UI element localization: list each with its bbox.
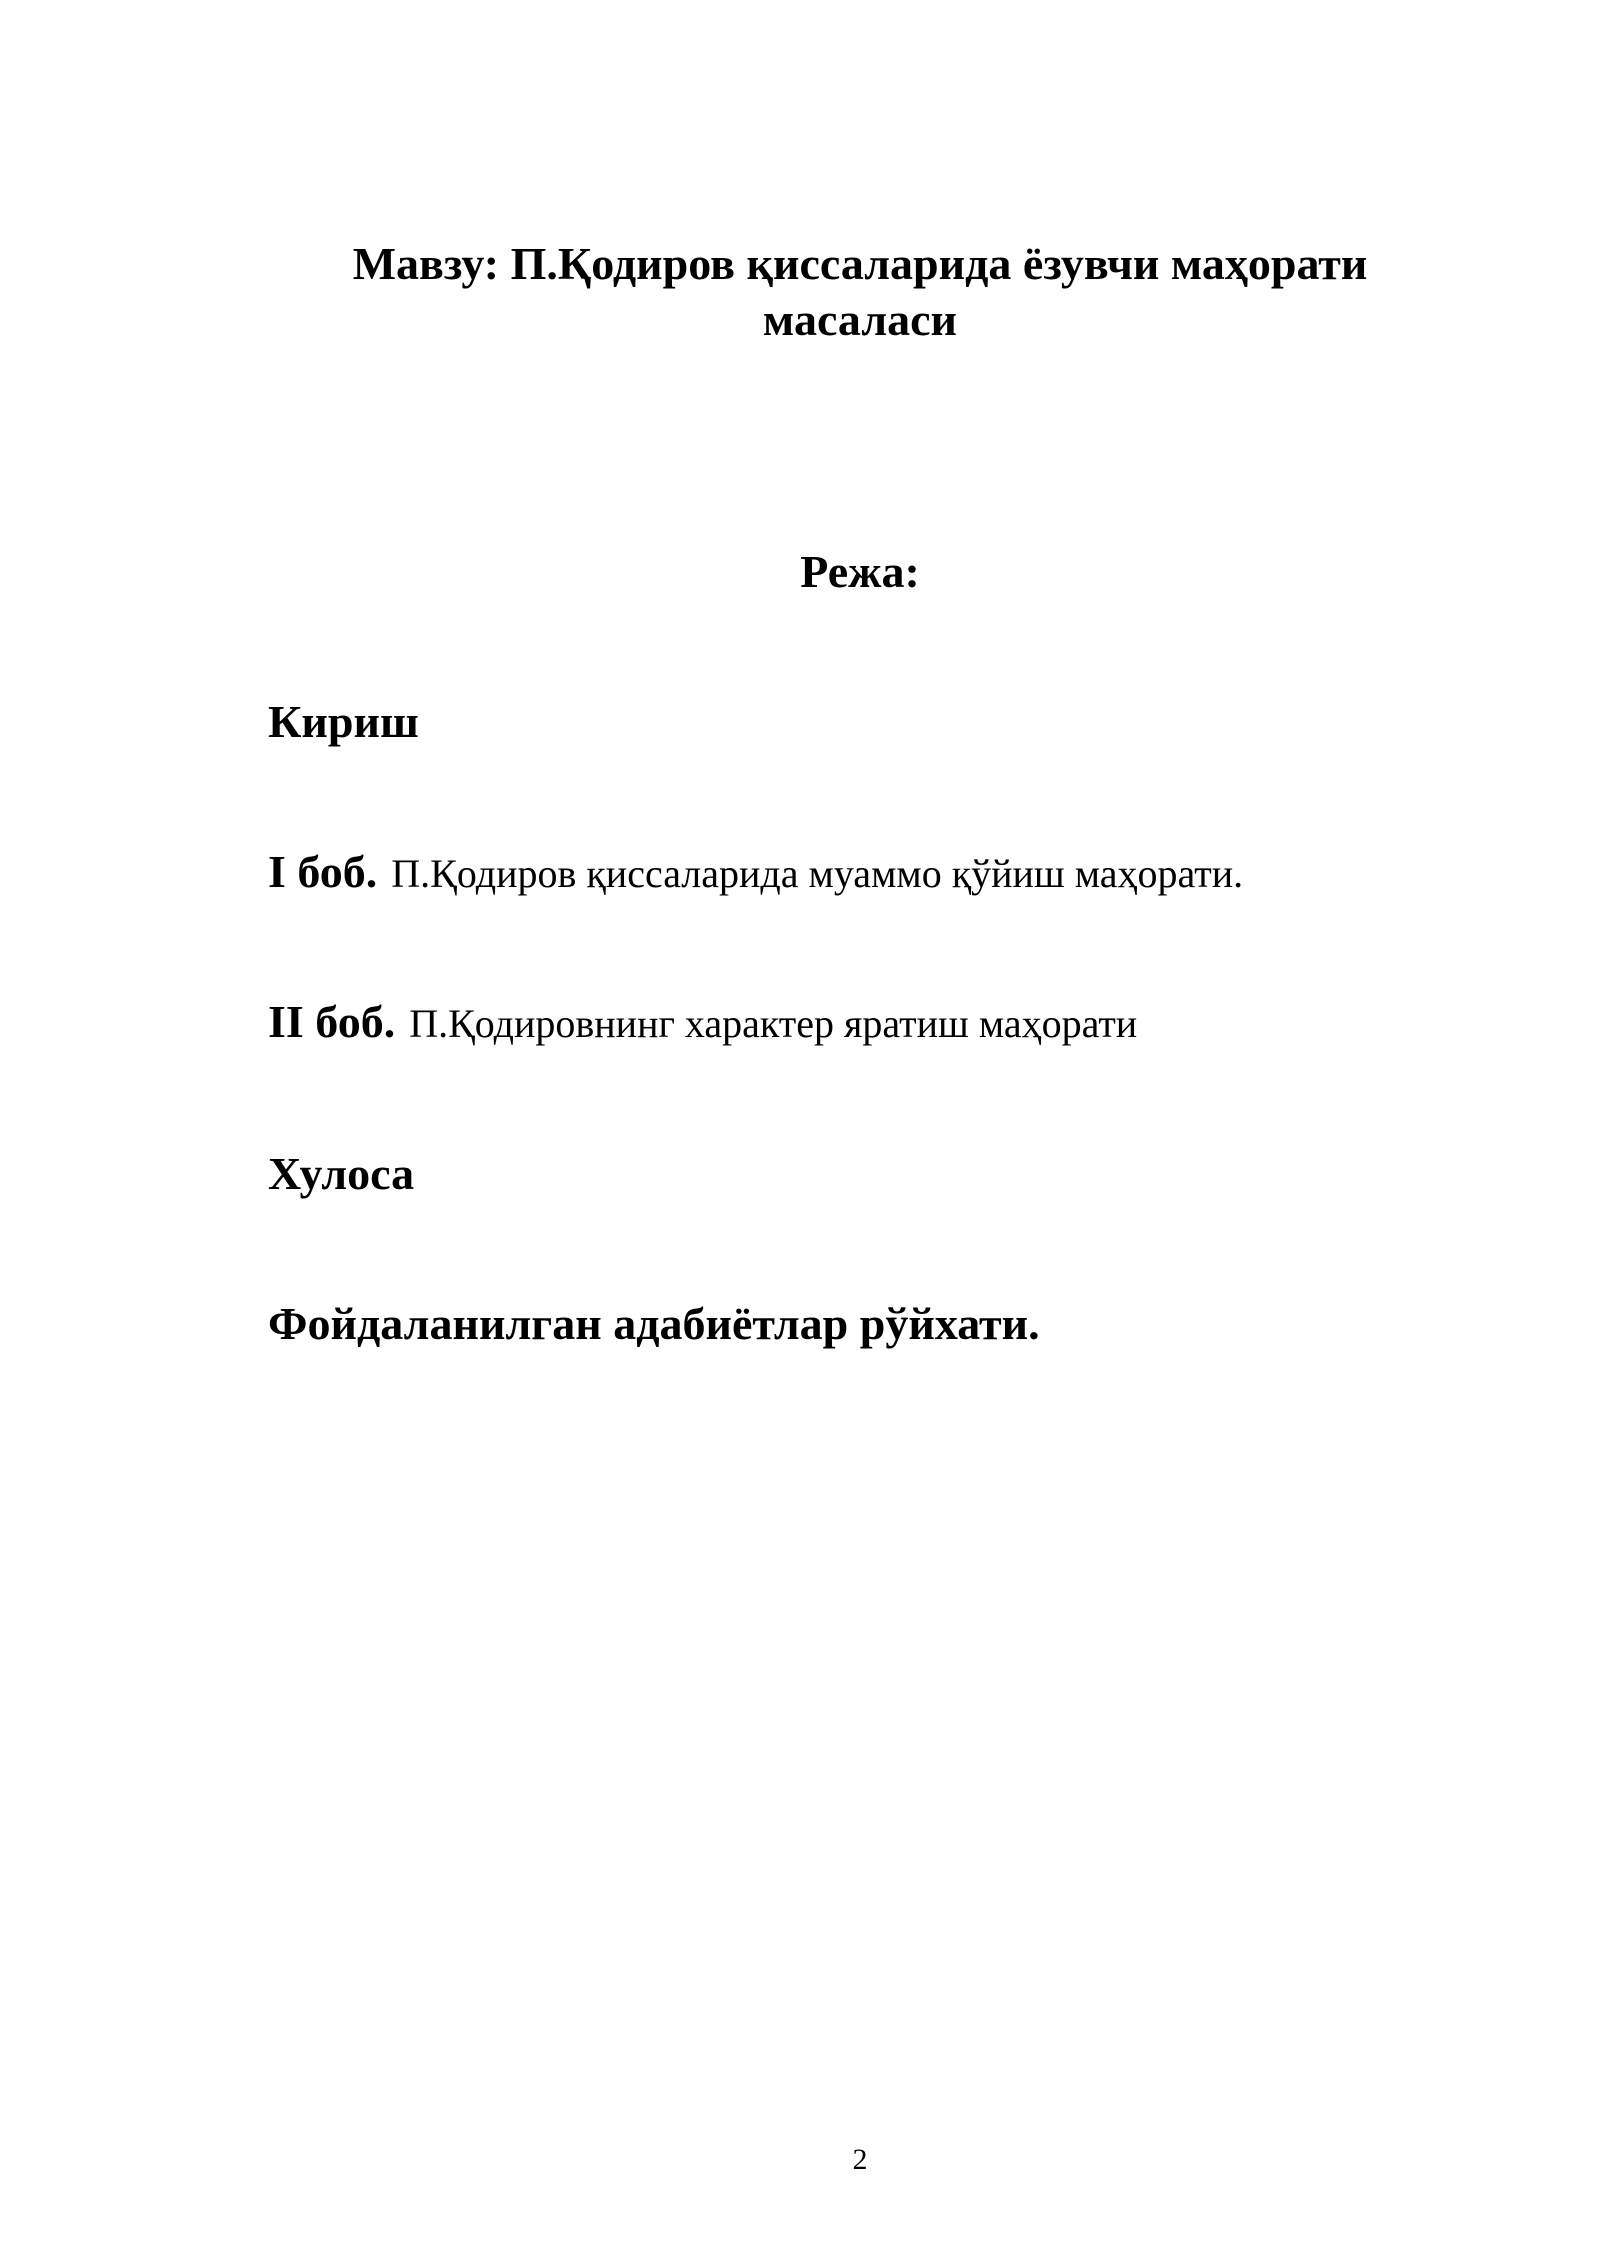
toc-item-intro: Кириш: [268, 696, 419, 747]
chapter-1-title: П.Қодиров қиссаларида муаммо қўйиш маҳорати.: [391, 851, 1244, 896]
toc-item-conclusion: Хулоса: [268, 1148, 415, 1199]
chapter-2-label: II боб.: [268, 996, 396, 1047]
page-number: 2: [852, 2143, 868, 2176]
plan-heading: Режа:: [800, 546, 920, 597]
chapter-1-label: I боб.: [268, 846, 378, 897]
toc-item-references: Фойдаланилган адабиётлар рўйхати.: [268, 1298, 1040, 1349]
toc-item-chapter-1: [268, 844, 1468, 902]
document-title: Мавзу: П.Қодиров қиссаларида ёзувчи маҳорати масаласи: [352, 238, 1368, 345]
chapter-2-title: П.Қодировнинг характер яратиш маҳорати: [409, 1001, 1138, 1046]
toc-item-chapter-2: [268, 994, 1468, 1052]
